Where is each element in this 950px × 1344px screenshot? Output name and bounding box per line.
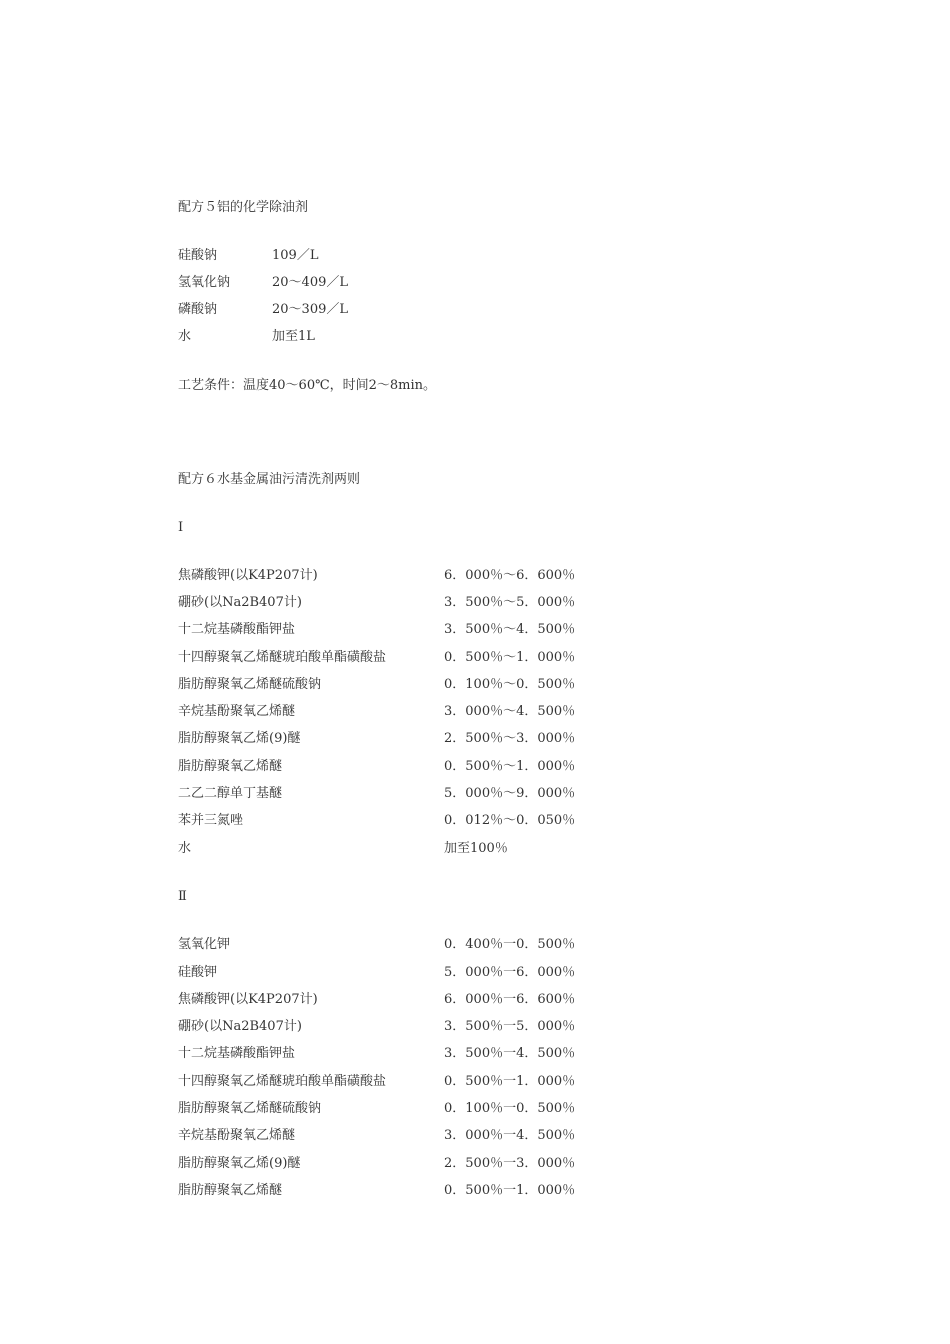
ingredient-name: 硅酸钠 bbox=[178, 248, 218, 263]
ingredient-amount: 0．500％～1．000％ bbox=[444, 759, 576, 774]
ingredient-name: 辛烷基酚聚氧乙烯醚 bbox=[178, 1128, 296, 1143]
ingredient-amount: 加至100％ bbox=[444, 841, 508, 856]
part2-row bbox=[178, 1072, 778, 1092]
ingredient-name: 焦磷酸钾(以K4P207计) bbox=[178, 992, 318, 1007]
ingredient-amount: 0．100％一0．500％ bbox=[444, 1101, 576, 1116]
ingredient-amount: 20～409／L bbox=[272, 275, 348, 290]
ingredient-amount: 0．500％一1．000％ bbox=[444, 1183, 576, 1198]
ingredient-amount: 0．012％～0．050％ bbox=[444, 813, 576, 828]
ingredient-name: 水 bbox=[178, 329, 192, 344]
ingredient-amount: 20～309／L bbox=[272, 302, 348, 317]
part2-row bbox=[178, 935, 778, 955]
part1-row bbox=[178, 566, 778, 586]
part1-row bbox=[178, 620, 778, 640]
ingredient-name: 脂肪醇聚氧乙烯醚硫酸钠 bbox=[178, 677, 322, 692]
ingredient-amount: 3．500％～4．500％ bbox=[444, 622, 576, 637]
ingredient-amount: 3．500％一4．500％ bbox=[444, 1046, 576, 1061]
ingredient-name: 硼砂(以Na2B407计) bbox=[178, 595, 302, 610]
ingredient-amount: 3．500％一5．000％ bbox=[444, 1019, 576, 1034]
ingredient-name: 十四醇聚氧乙烯醚琥珀酸单酯磺酸盐 bbox=[178, 650, 387, 665]
ingredient-name: 脂肪醇聚氧乙烯醚 bbox=[178, 759, 283, 774]
part1-row bbox=[178, 675, 778, 695]
ingredient-name: 氢氧化钠 bbox=[178, 275, 231, 290]
formula5-row bbox=[178, 246, 778, 266]
part2-row bbox=[178, 990, 778, 1010]
formula5-row bbox=[178, 327, 778, 347]
part1-row bbox=[178, 702, 778, 722]
part2-row bbox=[178, 1099, 778, 1119]
part2-row bbox=[178, 1181, 778, 1201]
ingredient-name: 水 bbox=[178, 841, 192, 856]
ingredient-name: 氢氧化钾 bbox=[178, 937, 231, 952]
ingredient-amount: 0．500％～1．000％ bbox=[444, 650, 576, 665]
ingredient-name: 焦磷酸钾(以K4P207计) bbox=[178, 568, 318, 583]
formula5-row bbox=[178, 300, 778, 320]
ingredient-amount: 3．500％～5．000％ bbox=[444, 595, 576, 610]
ingredient-name: 十二烷基磷酸酯钾盐 bbox=[178, 622, 296, 637]
part1-row bbox=[178, 729, 778, 749]
formula5-title: 配方５铝的化学除油剂 bbox=[178, 200, 309, 215]
part1-row bbox=[178, 648, 778, 668]
part2-label: Ⅱ bbox=[178, 889, 187, 904]
ingredient-amount: 2．500％一3．000％ bbox=[444, 1156, 576, 1171]
part1-label: Ⅰ bbox=[178, 520, 184, 535]
ingredient-name: 脂肪醇聚氧乙烯(9)醚 bbox=[178, 731, 301, 746]
part1-row bbox=[178, 839, 778, 859]
part1-row bbox=[178, 811, 778, 831]
ingredient-amount: 109／L bbox=[272, 248, 319, 263]
part1-row bbox=[178, 757, 778, 777]
ingredient-name: 十四醇聚氧乙烯醚琥珀酸单酯磺酸盐 bbox=[178, 1074, 387, 1089]
ingredient-amount: 加至1L bbox=[272, 329, 315, 344]
part1-row bbox=[178, 593, 778, 613]
ingredient-name: 二乙二醇单丁基醚 bbox=[178, 786, 283, 801]
process-conditions: 工艺条件：温度40～60℃，时间2～8min。 bbox=[178, 378, 437, 393]
ingredient-amount: 0．100％～0．500％ bbox=[444, 677, 576, 692]
ingredient-amount: 3．000％一4．500％ bbox=[444, 1128, 576, 1143]
ingredient-name: 辛烷基酚聚氧乙烯醚 bbox=[178, 704, 296, 719]
ingredient-name: 脂肪醇聚氧乙烯醚 bbox=[178, 1183, 283, 1198]
ingredient-amount: 0．400％一0．500％ bbox=[444, 937, 576, 952]
part2-row bbox=[178, 1044, 778, 1064]
formula6-title: 配方６水基金属油污清洗剂两则 bbox=[178, 472, 361, 487]
ingredient-name: 硅酸钾 bbox=[178, 965, 218, 980]
ingredient-amount: 0．500％一1．000％ bbox=[444, 1074, 576, 1089]
ingredient-amount: 2．500％～3．000％ bbox=[444, 731, 576, 746]
ingredient-name: 脂肪醇聚氧乙烯(9)醚 bbox=[178, 1156, 301, 1171]
part2-row bbox=[178, 963, 778, 983]
ingredient-name: 硼砂(以Na2B407计) bbox=[178, 1019, 302, 1034]
ingredient-amount: 5．000％一6．000％ bbox=[444, 965, 576, 980]
ingredient-name: 十二烷基磷酸酯钾盐 bbox=[178, 1046, 296, 1061]
part2-row bbox=[178, 1126, 778, 1146]
ingredient-amount: 6．000％～6．600％ bbox=[444, 568, 576, 583]
ingredient-name: 脂肪醇聚氧乙烯醚硫酸钠 bbox=[178, 1101, 322, 1116]
ingredient-amount: 3．000％～4．500％ bbox=[444, 704, 576, 719]
part1-row bbox=[178, 784, 778, 804]
ingredient-amount: 6．000％一6．600％ bbox=[444, 992, 576, 1007]
formula5-row bbox=[178, 273, 778, 293]
ingredient-name: 磷酸钠 bbox=[178, 302, 218, 317]
part2-row bbox=[178, 1017, 778, 1037]
ingredient-amount: 5．000％～9．000％ bbox=[444, 786, 576, 801]
part2-row bbox=[178, 1154, 778, 1174]
ingredient-name: 苯并三氮唑 bbox=[178, 813, 244, 828]
